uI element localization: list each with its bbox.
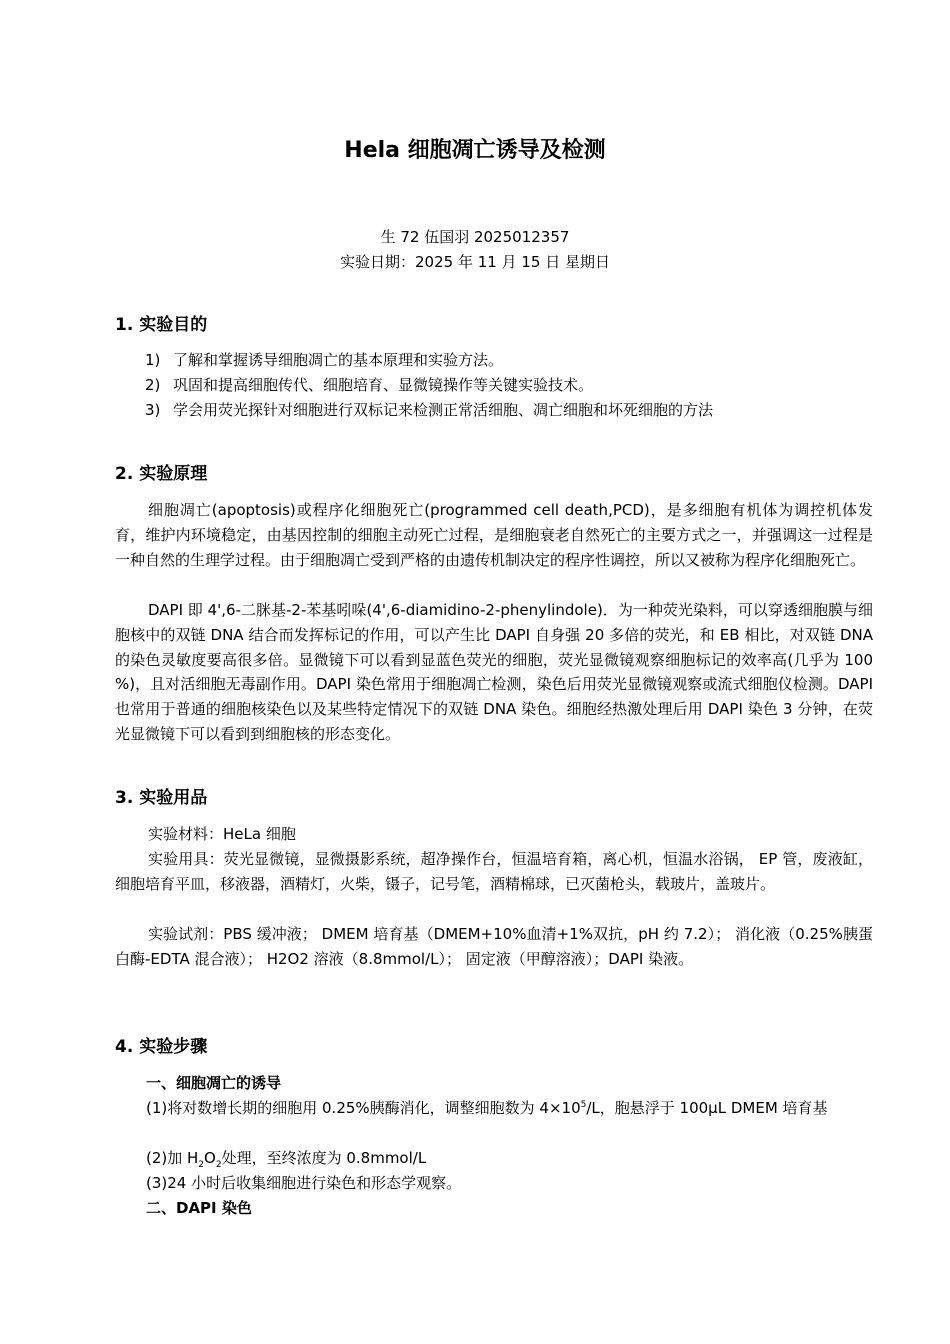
purpose-item (145, 349, 865, 371)
purpose-item-number: 1) (145, 351, 161, 369)
purpose-item (145, 374, 865, 396)
materials-paragraph-material: 实验材料：HeLa 细胞 (148, 825, 296, 843)
step-1-exponent: 5 (580, 1100, 587, 1110)
procedure-step-2 (146, 1146, 872, 1171)
step-1-text-b: /L，胞悬浮于 100μL DMEM 培育基 (586, 1099, 828, 1117)
author-line: 生 72 伍国羽 2025012357 (380, 228, 570, 246)
section-heading-procedure: 4. 实验步骤 (115, 1037, 208, 1057)
purpose-item-number: 3) (145, 401, 161, 419)
materials-paragraph-equipment: 实验用具：荧光显微镜，显微摄影系统，超净操作台，恒温培育箱，离心机，恒温水浴锅， EP 管，废液缸，细胞培育平皿，移液器，酒精灯，火柴，镊子，记号笔，酒精棉球，已灭菌枪头，载玻片，盖玻片。 (115, 850, 873, 893)
step-2-text-c: 处理，至终浓度为 0.8mmol/L (221, 1149, 427, 1167)
step-2-subscript-2: 2 (215, 1160, 222, 1170)
procedure-step-1 (146, 1096, 872, 1121)
purpose-item-number: 2) (145, 376, 161, 394)
purpose-item-text: 了解和掌握诱导细胞凋亡的基本原理和实验方法。 (173, 351, 504, 369)
document-title: Hela 细胞凋亡诱导及检测 (344, 138, 606, 163)
procedure-subheading-induction: 一、细胞凋亡的诱导 (146, 1074, 282, 1092)
principle-paragraph-dapi: DAPI 即 4',6-二脒基-2-苯基吲哚(4',6-diamidino-2-phenylindole)．为一种荧光染料，可以穿透细胞膜与细胞核中的双链 DNA 结合而发挥标记的作用，可以产生比 DAPI 自身强 20 多倍的荧光，和 EB 相比，对双链 DNA 的染色灵敏度要高很多倍。显微镜下可以看到显蓝色荧光的细胞，荧光显微镜观察细胞标记的效率高(几乎为 100 %)，且对活细胞无毒副作用。DAPI 染色常用于细胞凋亡检测，染色后用荧光显微镜观察或流式细胞仪检测。DAPI 也常用于普通的细胞核染色以及某些特定情况下的双链 DNA 染色。细胞经热激处理后用 DAPI 染色 3 分钟，在荧光显微镜下可以看到到细胞核的形态变化。 (115, 601, 873, 743)
materials-paragraph-reagents: 实验试剂：PBS 缓冲液； DMEM 培育基（DMEM+10%血清+1%双抗，pH 约 7.2）； 消化液（0.25%胰蛋白酶-EDTA 混合液）； H2O2 溶液（8.8mmol/L）； 固定液（甲醇溶液）；DAPI 染液。 (115, 925, 873, 968)
purpose-item (145, 399, 865, 421)
step-2-text-b: O (204, 1149, 216, 1167)
procedure-step-3: (3)24 小时后收集细胞进行染色和形态学观察。 (146, 1174, 462, 1192)
section-heading-principle: 2. 实验原理 (115, 464, 208, 484)
step-2-text-a: (2)加 H (146, 1149, 199, 1167)
section-heading-purpose: 1. 实验目的 (115, 315, 208, 335)
purpose-item-text: 巩固和提高细胞传代、细胞培育、显微镜操作等关键实验技术。 (173, 376, 594, 394)
principle-paragraph-apoptosis: 细胞凋亡(apoptosis)或程序化细胞死亡(programmed cell death,PCD)，是多细胞有机体为调控机体发育，维护内环境稳定，由基因控制的细胞主动死亡过程，是细胞衰老自然死亡的主要方式之一，并强调这一过程是一种自然的生理学过程。由于细胞凋亡受到严格的由遗传机制决定的程序性调控，所以又被称为程序化细胞死亡。 (115, 501, 873, 569)
step-2-subscript-1: 2 (198, 1160, 205, 1170)
section-heading-materials: 3. 实验用品 (115, 788, 208, 808)
purpose-item-text: 学会用荧光探针对细胞进行双标记来检测正常活细胞、凋亡细胞和坏死细胞的方法 (173, 401, 714, 419)
procedure-subheading-dapi: 二、DAPI 染色 (146, 1199, 252, 1217)
step-1-text-a: (1)将对数增长期的细胞用 0.25%胰酶消化，调整细胞数为 4×10 (146, 1099, 581, 1117)
date-line: 实验日期：2025 年 11 月 15 日 星期日 (340, 253, 610, 271)
